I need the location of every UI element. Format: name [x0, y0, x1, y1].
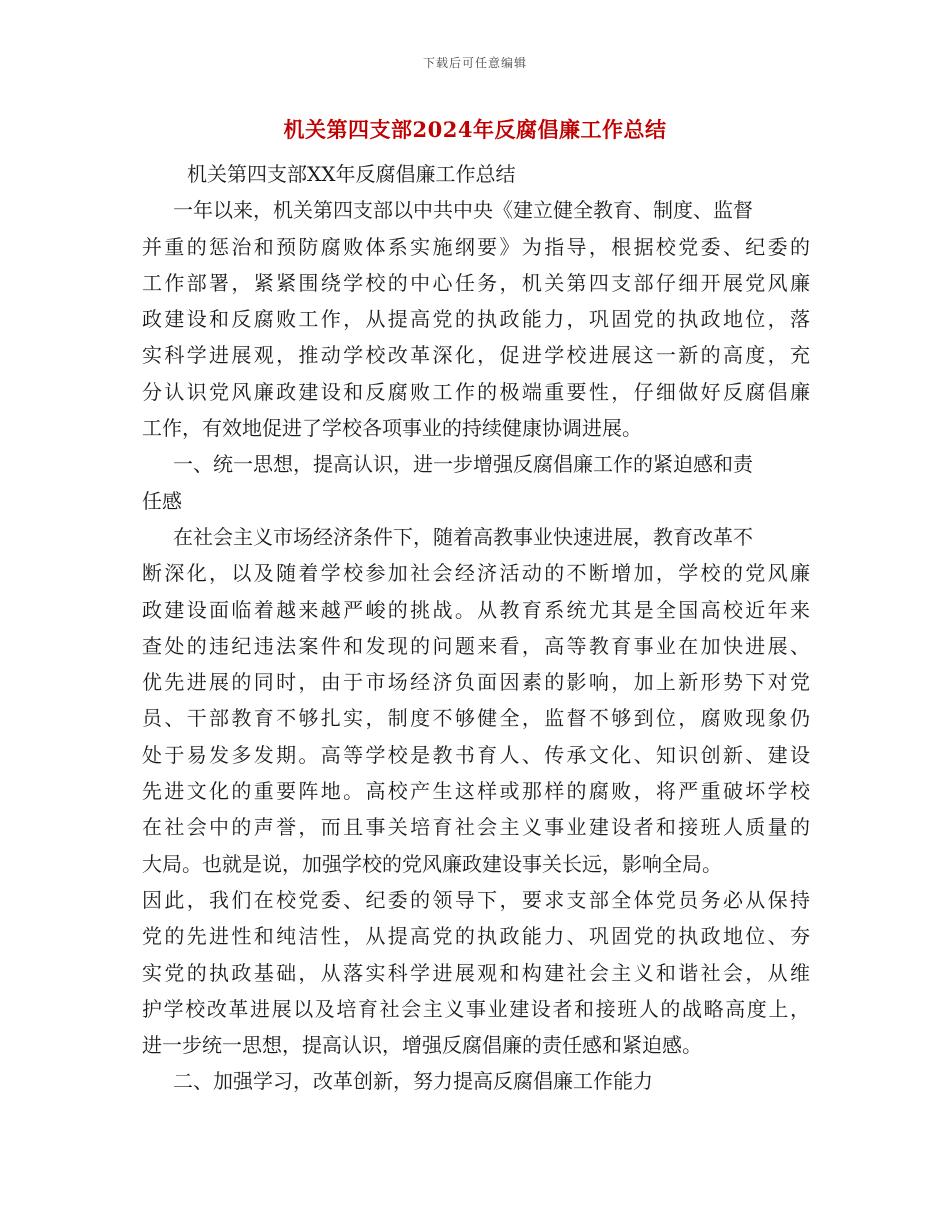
text-line: 因此，我们在校党委、纪委的领导下，要求支部全体党员务必从保持 — [142, 887, 810, 912]
text-line: 机关第四支部XX年反腐倡廉工作总结 — [187, 162, 516, 186]
text-line: 大局。也就是说，加强学校的党风廉政建设事关长远，影响全局。 — [142, 851, 722, 876]
text-line: 查处的违纪违法案件和发现的问题来看，高等教育事业在加快进展、 — [142, 633, 810, 658]
document-body — [142, 156, 810, 1100]
text-line: 在社会主义市场经济条件下，随着高教事业快速进展，教育改革不 — [173, 524, 753, 549]
text-line: 员、干部教育不够扎实，制度不够健全，监督不够到位，腐败现象仍 — [142, 706, 810, 731]
text-line: 二、加强学习，改革创新，努力提高反腐倡廉工作能力 — [173, 1069, 653, 1094]
text-line: 断深化，以及随着学校参加社会经济活动的不断增加，学校的党风廉 — [142, 561, 810, 586]
text-line: 政建设和反腐败工作，从提高党的执政能力，巩固党的执政地位，落 — [142, 307, 810, 332]
text-line: 工作部署，紧紧围绕学校的中心任务，机关第四支部仔细开展党风廉 — [142, 270, 810, 295]
text-line: 任感 — [142, 488, 182, 513]
document-title: 机关第四支部2024年反腐倡廉工作总结 — [283, 117, 667, 142]
text-line: 护学校改革进展以及培育社会主义事业建设者和接班人的战略高度上， — [142, 996, 810, 1021]
text-line: 在社会中的声誉，而且事关培育社会主义事业建设者和接班人质量的 — [142, 815, 810, 840]
text-line: 进一步统一思想，提高认识，增强反腐倡廉的责任感和紧迫感。 — [142, 1033, 702, 1058]
text-line: 实党的执政基础，从落实科学进展观和构建社会主义和谐社会，从维 — [142, 960, 810, 985]
text-line: 并重的惩治和预防腐败体系实施纲要》为指导，根据校党委、纪委的 — [142, 234, 810, 259]
header-note: 下载后可任意编辑 — [422, 56, 527, 70]
text-line: 工作，有效地促进了学校各项事业的持续健康协调进展。 — [142, 416, 642, 441]
text-line: 处于易发多发期。高等学校是教书育人、传承文化、知识创新、建设 — [142, 742, 810, 767]
text-line: 分认识党风廉政建设和反腐败工作的极端重要性，仔细做好反腐倡廉 — [142, 379, 810, 404]
text-line: 一、统一思想，提高认识，进一步增强反腐倡廉工作的紧迫感和责 — [173, 452, 753, 477]
text-line: 优先进展的同时，由于市场经济负面因素的影响，加上新形势下对党 — [142, 670, 810, 695]
text-line: 党的先进性和纯洁性，从提高党的执政能力、巩固党的执政地位、夯 — [142, 924, 810, 949]
text-line: 实科学进展观，推动学校改革深化，促进学校进展这一新的高度，充 — [142, 343, 810, 368]
text-line: 先进文化的重要阵地。高校产生这样或那样的腐败，将严重破坏学校 — [142, 779, 810, 804]
text-line: 政建设面临着越来越严峻的挑战。从教育系统尤其是全国高校近年来 — [142, 597, 810, 622]
text-line: 一年以来，机关第四支部以中共中央《建立健全教育、制度、监督 — [173, 198, 753, 223]
